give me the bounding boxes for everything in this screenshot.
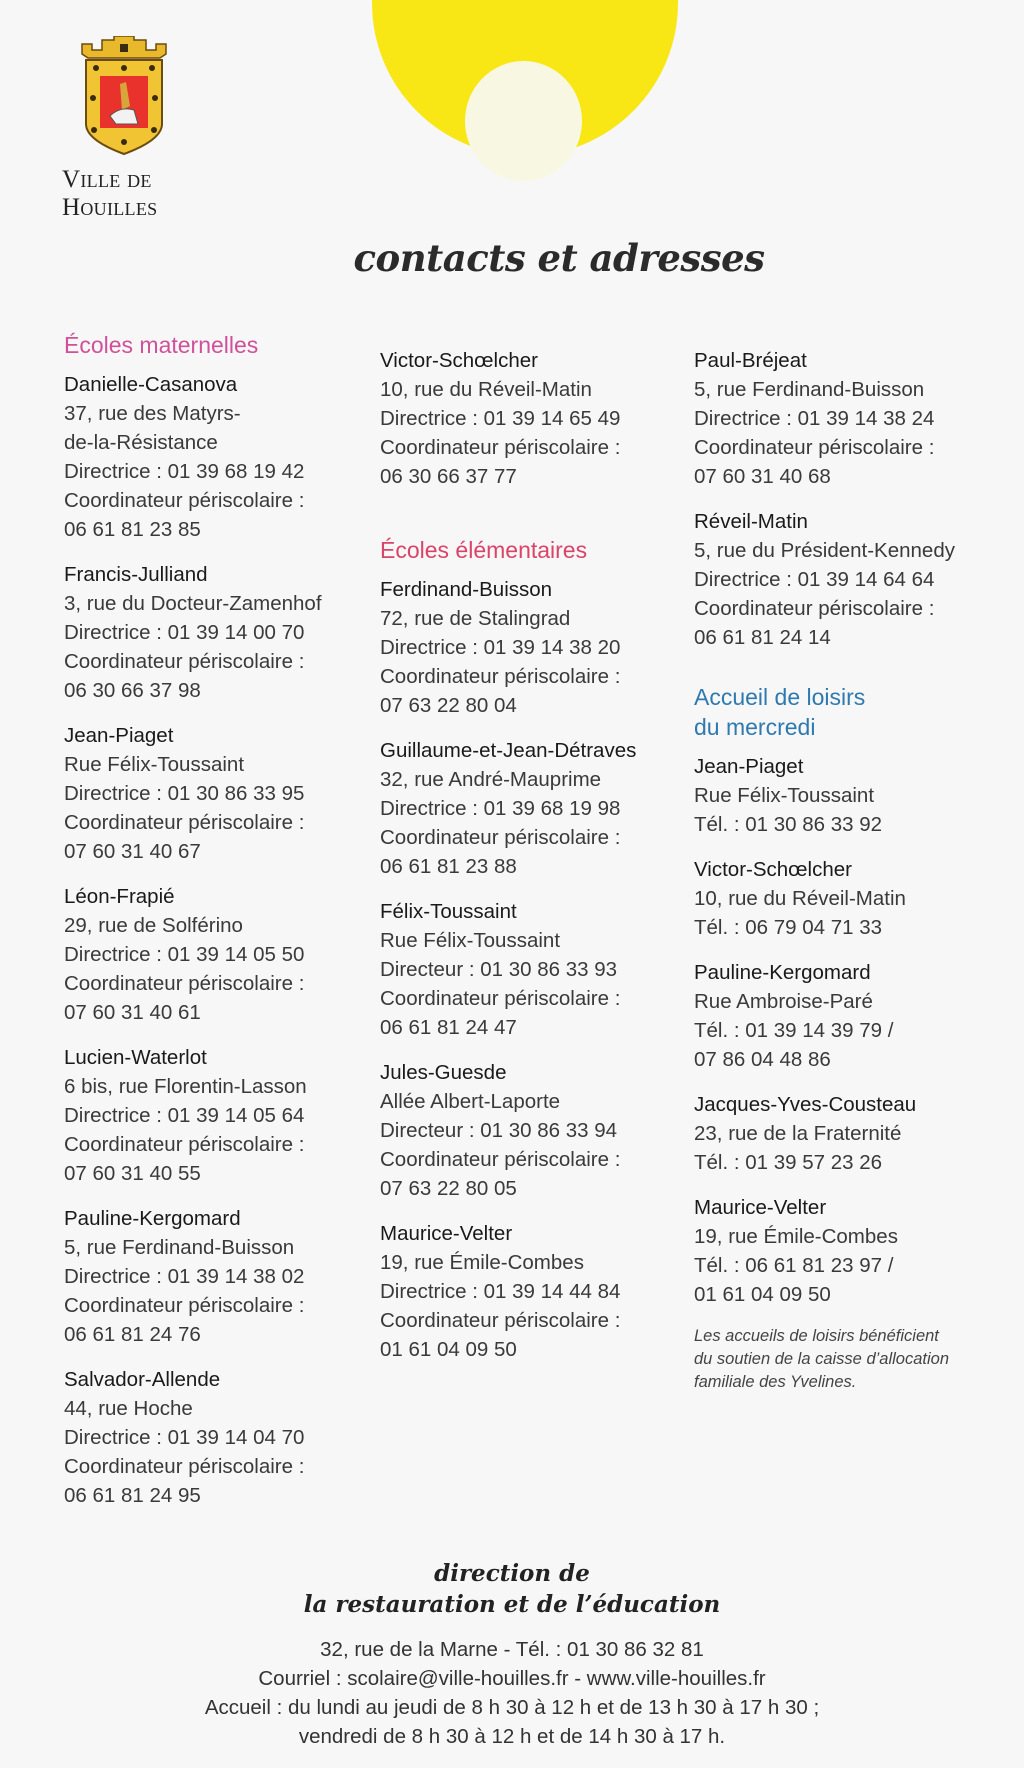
school-address: Rue Félix-Toussaint [64,753,245,776]
director-phone: Directrice : 01 39 14 64 64 [694,568,935,591]
leisure-center-phone: Tél. : 06 61 81 23 97 / [694,1254,894,1277]
footer-contact [0,1558,1024,1751]
column-3 [694,346,1024,1394]
school-address: 32, rue André-Mauprime [380,768,602,791]
coordinator-label: Coordinateur périscolaire : [380,1148,621,1171]
school-address: 72, rue de Stalingrad [380,607,571,630]
leisure-center-phone-alt: 07 86 04 48 86 [694,1048,831,1071]
director-phone: Directrice : 01 39 14 00 70 [64,621,305,644]
school-entry [64,560,394,705]
coordinator-phone: 06 61 81 24 47 [380,1016,517,1039]
school-entry [64,370,394,544]
school-name: Francis-Julliand [64,563,208,586]
leisure-center-entry [694,1090,1024,1177]
school-entry [694,346,1024,491]
school-address: 5, rue du Président-Kennedy [694,539,955,562]
school-entry [694,507,1024,652]
coordinator-phone: 06 61 81 24 76 [64,1323,201,1346]
section-title-elementaires: Écoles élémentaires [380,537,588,563]
director-phone: Directrice : 01 39 14 65 49 [380,407,621,430]
funding-note-line: familiale des Yvelines. [694,1373,857,1391]
school-name: Jules-Guesde [380,1061,507,1084]
school-entry [380,736,710,881]
school-entry [64,721,394,866]
coordinator-phone: 07 60 31 40 67 [64,840,201,863]
section-title-loisirs-line-1: Accueil de loisirs [694,684,866,710]
leisure-center-entry [694,752,1024,839]
footer-hours: vendredi de 8 h 30 à 12 h et de 14 h 30 à 17 h. [298,1725,726,1748]
funding-note-line: du soutien de la caisse d’allocation [694,1350,950,1368]
coordinator-label: Coordinateur périscolaire : [64,489,305,512]
school-address: 3, rue du Docteur-Zamenhof [64,592,322,615]
leisure-center-name: Victor-Schœlcher [694,858,852,881]
coordinator-label: Coordinateur périscolaire : [64,1294,305,1317]
school-address: 10, rue du Réveil-Matin [380,378,592,401]
footer-address: 32, rue de la Marne - Tél. : 01 30 86 32 81 [320,1638,704,1661]
column-2 [380,346,710,1380]
page-title: contacts et adresses [353,236,765,280]
school-address: 6 bis, rue Florentin-Lasson [64,1075,307,1098]
school-name: Ferdinand-Buisson [380,578,553,601]
coordinator-label: Coordinateur périscolaire : [64,811,305,834]
coordinator-phone: 06 61 81 24 95 [64,1484,201,1507]
school-address: 29, rue de Solférino [64,914,243,937]
coordinator-label: Coordinateur périscolaire : [380,1309,621,1332]
school-address: 5, rue Ferdinand-Buisson [694,378,925,401]
column-1 [64,330,394,1526]
footer-hours: Accueil : du lundi au jeudi de 8 h 30 à 12 h et de 13 h 30 à 17 h 30 ; [204,1696,820,1719]
leisure-center-entry [694,958,1024,1074]
leisure-center-address: 19, rue Émile-Combes [694,1225,898,1248]
school-address: Allée Albert-Laporte [380,1090,561,1113]
leisure-center-name: Pauline-Kergomard [694,961,871,984]
school-name: Guillaume-et-Jean-Détraves [380,739,637,762]
director-phone: Directeur : 01 30 86 33 94 [380,1119,618,1142]
coordinator-label: Coordinateur périscolaire : [380,826,621,849]
funding-note-line: Les accueils de loisirs bénéficient [694,1327,939,1345]
leisure-center-name: Jean-Piaget [694,755,804,778]
leisure-center-entry [694,855,1024,942]
city-name-line-1: Ville de [62,166,152,193]
coordinator-phone: 07 60 31 40 68 [694,465,831,488]
school-name: Jean-Piaget [64,724,174,747]
director-phone: Directrice : 01 30 86 33 95 [64,782,305,805]
leisure-center-name: Jacques-Yves-Cousteau [694,1093,917,1116]
school-name: Paul-Bréjeat [694,349,807,372]
school-entry [380,1219,710,1364]
leisure-center-address: Rue Ambroise-Paré [694,990,873,1013]
school-address: 44, rue Hoche [64,1397,193,1420]
school-entry [64,1204,394,1349]
footer-heading-line-1: direction de [434,1560,590,1587]
school-name: Maurice-Velter [380,1222,513,1245]
coordinator-phone: 06 61 81 23 85 [64,518,201,541]
footer-info [0,1635,1024,1751]
city-name-line-2: Houilles [62,194,158,221]
funding-note [694,1325,1024,1394]
leisure-center-phone: Tél. : 01 39 57 23 26 [694,1151,883,1174]
coordinator-label: Coordinateur périscolaire : [380,987,621,1010]
school-entry [380,575,710,720]
coordinator-phone: 07 63 22 80 04 [380,694,517,717]
coordinator-phone: 07 60 31 40 55 [64,1162,201,1185]
director-phone: Directrice : 01 39 14 38 02 [64,1265,305,1288]
decorative-pale-circle [465,61,582,181]
leisure-center-address: Rue Félix-Toussaint [694,784,875,807]
director-phone: Directeur : 01 30 86 33 93 [380,958,618,981]
school-entry [380,897,710,1042]
coordinator-phone: 06 30 66 37 98 [64,679,201,702]
coordinator-phone: 06 30 66 37 77 [380,465,517,488]
coordinator-label: Coordinateur périscolaire : [694,597,935,620]
coordinator-label: Coordinateur périscolaire : [64,972,305,995]
school-name: Salvador-Allende [64,1368,221,1391]
school-entry [64,882,394,1027]
section-title-loisirs-line-2: du mercredi [694,714,816,740]
school-entry [380,346,710,491]
school-address: 5, rue Ferdinand-Buisson [64,1236,295,1259]
section-title-loisirs [694,682,1024,742]
school-name: Réveil-Matin [694,510,808,533]
footer-email-website[interactable]: Courriel : scolaire@ville-houilles.fr - www.ville-houilles.fr [258,1667,766,1690]
city-logo [62,36,202,222]
school-address: Rue Félix-Toussaint [380,929,561,952]
leisure-center-phone: Tél. : 01 30 86 33 92 [694,813,883,836]
school-name: Pauline-Kergomard [64,1207,241,1230]
leisure-center-entry [694,1193,1024,1309]
director-phone: Directrice : 01 39 14 38 24 [694,407,935,430]
director-phone: Directrice : 01 39 14 05 50 [64,943,305,966]
director-phone: Directrice : 01 39 14 44 84 [380,1280,621,1303]
leisure-center-name: Maurice-Velter [694,1196,827,1219]
coordinator-phone: 06 61 81 23 88 [380,855,517,878]
coordinator-label: Coordinateur périscolaire : [64,1455,305,1478]
footer-heading-line-2: la restauration et de l’éducation [303,1591,721,1618]
school-address: 37, rue des Matyrs- [64,402,241,425]
school-address: de-la-Résistance [64,431,218,454]
section-title-maternelles: Écoles maternelles [64,332,259,358]
coordinator-label: Coordinateur périscolaire : [694,436,935,459]
coordinator-phone: 01 61 04 09 50 [380,1338,517,1361]
leisure-center-phone: Tél. : 06 79 04 71 33 [694,916,883,939]
coordinator-label: Coordinateur périscolaire : [64,1133,305,1156]
director-phone: Directrice : 01 39 14 04 70 [64,1426,305,1449]
coordinator-label: Coordinateur périscolaire : [380,665,621,688]
coordinator-label: Coordinateur périscolaire : [380,436,621,459]
footer-heading [0,1558,1024,1620]
coordinator-phone: 07 60 31 40 61 [64,1001,201,1024]
coordinator-phone: 06 61 81 24 14 [694,626,831,649]
school-address: 19, rue Émile-Combes [380,1251,584,1274]
city-name [62,166,202,222]
coordinator-phone: 07 63 22 80 05 [380,1177,517,1200]
school-name: Victor-Schœlcher [380,349,538,372]
leisure-center-address: 10, rue du Réveil-Matin [694,887,906,910]
school-name: Léon-Frapié [64,885,175,908]
school-name: Lucien-Waterlot [64,1046,207,1069]
school-entry [64,1365,394,1510]
director-phone: Directrice : 01 39 68 19 98 [380,797,621,820]
director-phone: Directrice : 01 39 68 19 42 [64,460,305,483]
leisure-center-address: 23, rue de la Fraternité [694,1122,902,1145]
school-name: Danielle-Casanova [64,373,238,396]
city-coat-of-arms-icon [76,36,172,156]
director-phone: Directrice : 01 39 14 05 64 [64,1104,305,1127]
leisure-center-phone: Tél. : 01 39 14 39 79 / [694,1019,894,1042]
leisure-center-phone-alt: 01 61 04 09 50 [694,1283,831,1306]
school-entry [380,1058,710,1203]
director-phone: Directrice : 01 39 14 38 20 [380,636,621,659]
school-entry [64,1043,394,1188]
coordinator-label: Coordinateur périscolaire : [64,650,305,673]
school-name: Félix-Toussaint [380,900,517,923]
